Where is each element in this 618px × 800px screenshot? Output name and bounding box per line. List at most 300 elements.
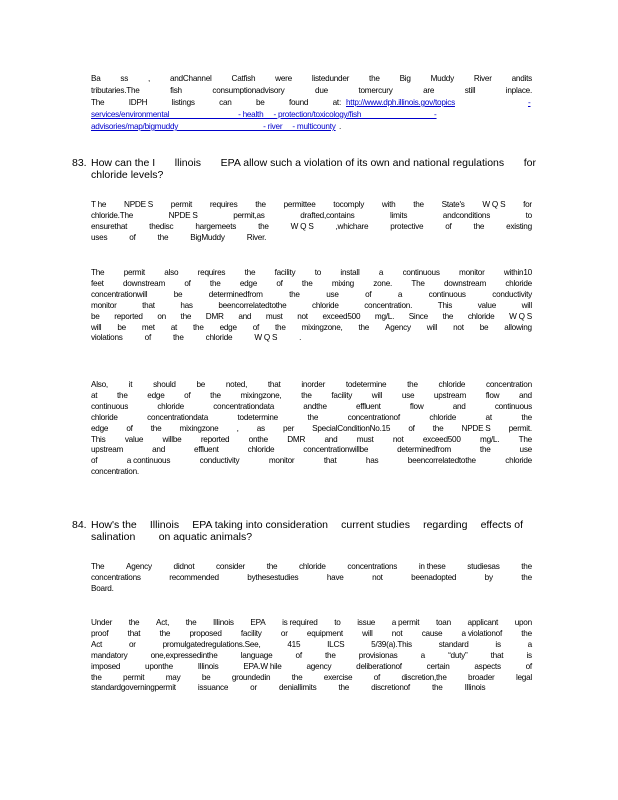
word: broader (468, 672, 495, 682)
word: flow (485, 390, 500, 400)
paragraph-line (91, 301, 532, 311)
word: permit (123, 672, 145, 682)
word: the (307, 412, 319, 422)
word: The (91, 268, 105, 277)
word: not (297, 311, 308, 321)
word: Illinois (464, 683, 486, 693)
word: the (244, 268, 256, 277)
paragraph-line (91, 211, 532, 221)
word: applicant (467, 618, 499, 627)
paragraph-line (91, 233, 266, 243)
word: T he (91, 200, 107, 209)
word: use (326, 289, 339, 299)
word: toan (435, 618, 451, 627)
word: is (495, 639, 501, 649)
word: use (519, 445, 532, 455)
word: allowing (504, 322, 532, 332)
word: the (192, 322, 204, 332)
question-number: 84. (72, 519, 87, 531)
word: on (157, 311, 166, 321)
paragraph-line (91, 402, 532, 412)
word: the (157, 232, 169, 242)
word: mixingzone, (240, 390, 282, 400)
word: Muddy (430, 74, 454, 83)
word: chloride (247, 445, 275, 455)
word: concentration. (364, 300, 413, 310)
word: continuous (91, 401, 129, 411)
word: W Q S (290, 221, 314, 231)
paragraph-line (91, 222, 532, 232)
word: be (255, 98, 265, 107)
word: concentrations (347, 562, 398, 571)
word: inplace. (505, 86, 532, 95)
word: EPA allow such a violation of its own and national regulations (220, 157, 505, 169)
word: chloride (467, 311, 495, 321)
question-text-line2: salination on aquatic animals? (91, 531, 253, 543)
word: chloride (505, 456, 532, 466)
word: This (91, 434, 106, 444)
word: the (473, 221, 485, 231)
word: violations (91, 333, 123, 343)
word: concentration. (91, 467, 139, 477)
word: that (142, 300, 155, 310)
word: still (464, 86, 476, 95)
word: be (201, 672, 211, 682)
word: promulgatedregulations.See, (162, 639, 261, 649)
paragraph-line (91, 445, 532, 455)
word: found (288, 98, 309, 107)
word: the (159, 628, 171, 638)
word: mixing (331, 278, 354, 288)
word: aspects (474, 661, 501, 671)
word: beencorrelatedtothe (218, 300, 287, 310)
word: Also, (91, 380, 108, 389)
word: How can the I (91, 157, 156, 169)
word: the (442, 311, 454, 321)
word: reported (200, 434, 230, 444)
word: a (378, 268, 384, 277)
word: concentrationof (347, 412, 400, 422)
word: that (267, 380, 281, 389)
word: permittee (283, 200, 316, 209)
word: will (521, 300, 532, 310)
word: a (397, 289, 403, 299)
word: be (196, 380, 206, 389)
word: and (518, 390, 532, 400)
word: that (490, 650, 504, 660)
word: Act (91, 639, 103, 649)
word: ,whichare (335, 221, 369, 231)
word: and (324, 434, 338, 444)
word: are (423, 86, 435, 95)
word: a (527, 639, 532, 649)
word: or (250, 683, 257, 693)
word: as (256, 423, 265, 433)
word: Since (408, 311, 428, 321)
word: continuous (402, 268, 440, 277)
paragraph-line (91, 618, 532, 628)
word: beenadopted (411, 572, 457, 582)
word: of (365, 289, 372, 299)
word: of (126, 423, 133, 433)
word: the (91, 672, 102, 682)
word: of (144, 333, 151, 343)
word: River (473, 74, 492, 83)
word: the (338, 683, 350, 693)
word: to (525, 210, 532, 220)
word: the (301, 390, 312, 400)
paragraph-line (91, 290, 532, 300)
word: DMR (205, 311, 224, 321)
word: issuance (197, 683, 229, 693)
word: Board. (91, 583, 114, 593)
word: edge (239, 278, 258, 288)
word: chloride (299, 562, 326, 571)
idph-link-line2[interactable]: services/environmental - health - protection/toxicology/fish - (91, 110, 437, 119)
word: upstream (91, 445, 124, 455)
word: consider (216, 562, 245, 571)
word: within10 (503, 268, 532, 277)
word: imposed (91, 661, 121, 671)
word: of (252, 322, 260, 332)
word: Illinois (213, 618, 234, 627)
word: provisionas (358, 650, 398, 660)
word: the (172, 333, 184, 343)
word: mandatory (91, 650, 128, 660)
word: at (485, 412, 492, 422)
word: downstream (443, 278, 487, 288)
paragraph-line (91, 279, 532, 289)
word: exceed500 (322, 311, 361, 321)
word: standard (438, 639, 469, 649)
word: concentrations (91, 572, 141, 582)
paragraph-line (91, 573, 532, 583)
paragraph-line (91, 333, 301, 343)
word: is required (282, 618, 318, 627)
intro-line (91, 98, 341, 108)
word: of (373, 672, 381, 682)
paragraph-line (91, 380, 532, 390)
word: BigMuddy (190, 232, 225, 242)
word: The (91, 98, 105, 107)
word: the (289, 289, 300, 299)
word: listings (171, 98, 195, 107)
word: the (369, 74, 380, 83)
word: legal (515, 672, 532, 682)
paragraph-line (91, 683, 485, 693)
word: not (392, 434, 404, 444)
word: studiesas (467, 562, 500, 571)
word: fish (170, 86, 182, 95)
idph-link[interactable]: http://www.dph.illinois.gov/topics (346, 98, 455, 107)
word: The (518, 434, 532, 444)
word: permit. (508, 423, 532, 433)
paragraph-line (91, 584, 114, 594)
word: discretion,the (401, 672, 447, 682)
word: tributaries.The (91, 86, 140, 95)
word: chloride (205, 333, 233, 343)
word: Agency (126, 562, 152, 571)
word: Agency (385, 322, 411, 332)
word: the (432, 423, 444, 433)
word: the (325, 650, 336, 660)
paragraph-line (91, 467, 139, 477)
word: facility (240, 628, 262, 638)
word: permit,as (233, 210, 265, 220)
word: facility (331, 390, 353, 400)
word: ss (120, 74, 129, 83)
word: regarding (423, 519, 468, 531)
word: State's (441, 200, 465, 209)
word: effluent (193, 445, 219, 455)
paragraph-line (91, 312, 532, 322)
word: NPDE S (168, 210, 198, 220)
word: not (391, 628, 403, 638)
word: that (127, 628, 141, 638)
word: ILCS (327, 639, 345, 649)
intro-line (91, 74, 532, 84)
word: exercise (323, 672, 353, 682)
word: the (185, 618, 197, 627)
word: chloride (505, 278, 532, 288)
word: tomercury (358, 86, 393, 95)
word: not (453, 322, 464, 332)
word: standardgoverningpermit (91, 683, 176, 693)
word: todetermine (237, 412, 278, 422)
word: to (314, 268, 322, 277)
word: certain (426, 661, 450, 671)
word: mixingzone, (301, 322, 343, 332)
word: of (276, 278, 283, 288)
paragraph-line (91, 323, 532, 333)
word: uses (91, 232, 108, 242)
word: permit (170, 200, 193, 209)
word: were (275, 74, 292, 83)
word: the (407, 380, 418, 389)
word: the (275, 322, 286, 332)
paragraph-line (91, 413, 532, 423)
word: with (381, 200, 396, 209)
word: monitor (459, 268, 485, 277)
word: of (91, 456, 98, 466)
word: concentrationwillbe (303, 445, 369, 455)
question-text-line2: chloride levels? (91, 169, 164, 181)
word: the (258, 221, 269, 231)
word: existing (506, 221, 532, 231)
word: drafted,contains (300, 210, 355, 220)
word: has (365, 456, 379, 466)
word: the (521, 628, 532, 638)
word: reported (114, 311, 143, 321)
word: also (164, 268, 179, 277)
word: tocomply (333, 200, 365, 209)
word: met (141, 322, 155, 332)
word: upon (514, 618, 532, 627)
word: DMR (287, 434, 306, 444)
word: value (477, 300, 497, 310)
word: thedisc (149, 221, 174, 231)
question-text (91, 157, 536, 169)
word: W Q S (254, 333, 278, 343)
word: chloride (438, 380, 466, 389)
word: a continuous (126, 456, 171, 466)
word: deliberationof (356, 661, 402, 671)
word: . (299, 333, 302, 343)
word: bythesestudies (247, 572, 299, 582)
word: it (128, 380, 133, 389)
word: willbe (162, 434, 182, 444)
link-period: . (339, 122, 342, 131)
word: River. (246, 232, 267, 242)
word: downstream (122, 278, 166, 288)
word: equipment (306, 628, 343, 638)
word: at: (332, 98, 341, 107)
word: permit (123, 268, 145, 277)
word: NPDE S (461, 423, 491, 433)
word: the (431, 683, 443, 693)
word: be (91, 311, 100, 321)
word: and (452, 401, 466, 411)
word: concentrationdata (213, 401, 275, 411)
word: the (413, 200, 424, 209)
word: concentration (485, 380, 532, 389)
word: W Q S (509, 311, 532, 321)
paragraph-line (91, 435, 532, 445)
word: that (323, 456, 337, 466)
word: a violationof (461, 628, 502, 638)
word: is (526, 650, 532, 660)
word: has (180, 300, 193, 310)
word: of (295, 650, 302, 660)
word: andthe (303, 401, 327, 411)
word: monitor (91, 300, 117, 310)
word: SpecialConditionNo.15 (312, 423, 391, 433)
word: andits (511, 74, 532, 83)
word: Illinois (197, 661, 219, 671)
word: exceed500 (422, 434, 461, 444)
word: Ba (91, 74, 101, 83)
word: llinois (174, 157, 202, 169)
word: beencorrelatedtothe (407, 456, 476, 466)
word: Catfish (231, 74, 256, 83)
word: todetermine (345, 380, 387, 389)
word: the (301, 278, 313, 288)
word: IDPH (128, 98, 148, 107)
word: of (184, 390, 191, 400)
word: the (521, 562, 532, 571)
paragraph-line (91, 629, 532, 639)
word: facility (274, 268, 296, 277)
word: Under (91, 618, 113, 627)
idph-link-line3[interactable]: advisories/map/bigmuddy - river - multicounty (91, 122, 336, 131)
word: to (334, 618, 341, 627)
word: deniallimits (278, 683, 317, 693)
word: must (356, 434, 374, 444)
word: will (91, 322, 102, 332)
word: groundedin (231, 672, 271, 682)
question-text (91, 519, 523, 531)
word: Act, (155, 618, 170, 627)
word: will (371, 390, 383, 400)
word: determinedfrom (208, 289, 263, 299)
word: will (426, 322, 438, 332)
word: the (358, 322, 370, 332)
word: the (479, 445, 491, 455)
word: concentrationwill (91, 289, 148, 299)
word: of (184, 278, 191, 288)
word: “duty” (448, 650, 468, 660)
intro-line (91, 86, 532, 96)
word: W Q S (482, 200, 506, 209)
word: a permit (391, 618, 420, 627)
paragraph-line (91, 640, 532, 650)
word: flow (409, 401, 424, 411)
word: the (117, 390, 128, 400)
paragraph-line (91, 662, 532, 672)
word: mixingzone (179, 423, 219, 433)
idph-link-tail[interactable]: - (528, 98, 531, 107)
paragraph-line (91, 268, 532, 278)
word: , (236, 423, 239, 433)
word: recommended (169, 572, 219, 582)
word: install (340, 268, 360, 277)
word: be (173, 289, 183, 299)
word: the (255, 200, 266, 209)
word: requires (197, 268, 226, 277)
word: chloride (429, 412, 457, 422)
word: noted, (225, 380, 248, 389)
word: the (521, 412, 532, 422)
word: chloride.The (91, 210, 134, 220)
word: proof (91, 628, 109, 638)
word: edge (147, 390, 165, 400)
word: the (180, 311, 192, 321)
word: the (128, 618, 140, 627)
word: edge (91, 423, 109, 433)
question-number: 83. (72, 157, 87, 169)
word: not (372, 572, 383, 582)
word: onthe (248, 434, 268, 444)
word: of (129, 232, 136, 242)
word: cause (421, 628, 443, 638)
word: edge (219, 322, 237, 332)
word: chloride (91, 412, 118, 422)
word: at (170, 322, 178, 332)
paragraph-line (91, 651, 532, 661)
word: language (240, 650, 273, 660)
word: of (525, 661, 532, 671)
word: conductivity (492, 289, 532, 299)
word: EPA.W hile (243, 661, 282, 671)
word: and (238, 311, 252, 321)
word: , (148, 74, 151, 83)
word: of (445, 221, 452, 231)
paragraph-line (91, 424, 532, 434)
word: 415 (287, 639, 301, 649)
word: by (484, 572, 493, 582)
word: andChannel (169, 74, 212, 83)
word: may (165, 672, 181, 682)
word: one,expressedinthe (150, 650, 218, 660)
word: didnot (173, 562, 195, 571)
word: in these (418, 562, 446, 571)
word: use (401, 390, 415, 400)
word: ensurethat (91, 221, 128, 231)
word: NPDE S (124, 200, 154, 209)
word: chloride (311, 300, 339, 310)
word: agency (306, 661, 332, 671)
word: value (124, 434, 144, 444)
